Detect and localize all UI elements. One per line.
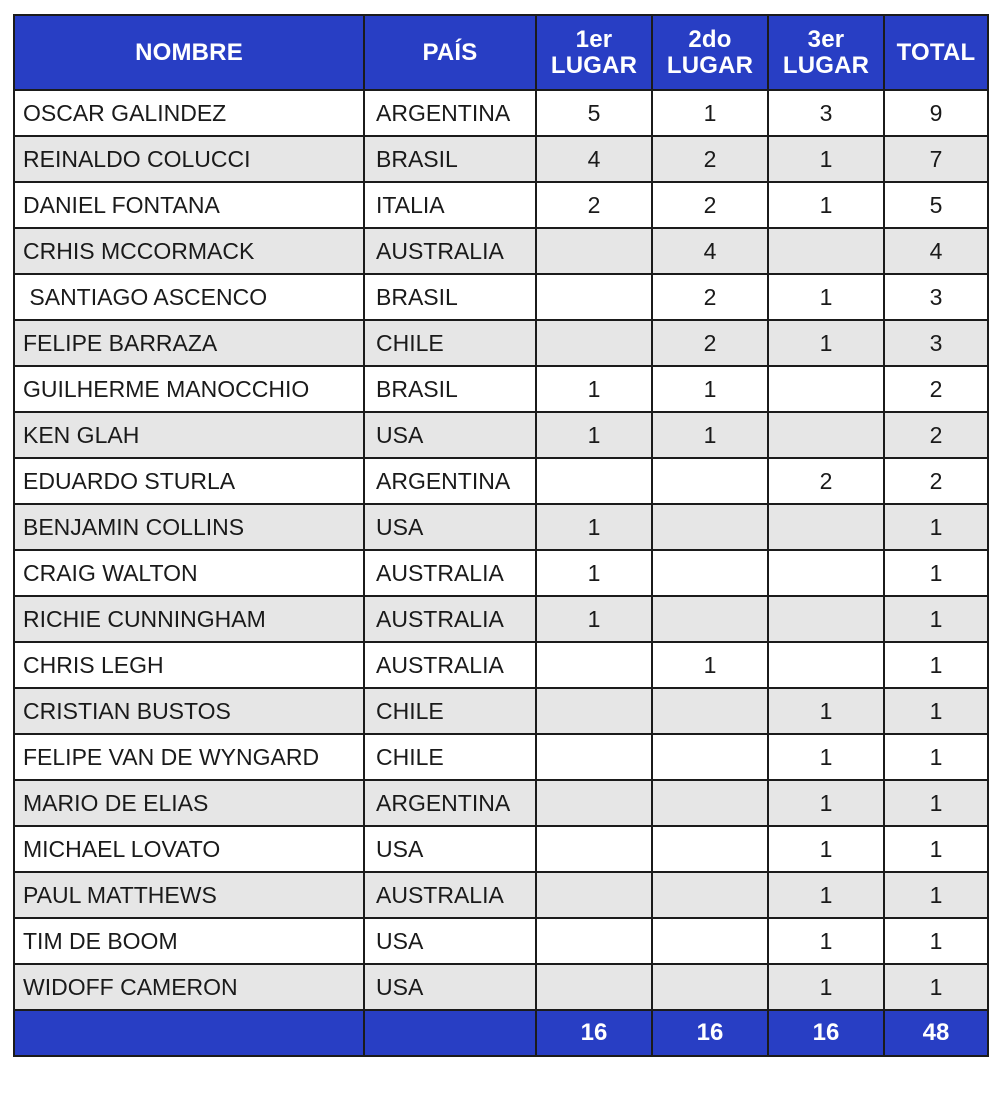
table-row [14, 550, 988, 596]
cell-total: 2 [884, 366, 988, 412]
header-second-place [652, 15, 768, 90]
cell-country: ARGENTINA [364, 780, 536, 826]
cell-total: 1 [884, 734, 988, 780]
cell-second-place: 4 [652, 228, 768, 274]
cell-third-place [768, 228, 884, 274]
cell-name: FELIPE BARRAZA [14, 320, 364, 366]
cell-total: 3 [884, 320, 988, 366]
cell-name: CRAIG WALTON [14, 550, 364, 596]
table-row [14, 918, 988, 964]
cell-name: RICHIE CUNNINGHAM [14, 596, 364, 642]
cell-third-place: 1 [768, 780, 884, 826]
cell-third-place: 3 [768, 90, 884, 136]
header-total: TOTAL [884, 15, 988, 90]
cell-name: CRHIS MCCORMACK [14, 228, 364, 274]
cell-country: CHILE [364, 734, 536, 780]
cell-second-place [652, 504, 768, 550]
table-row [14, 90, 988, 136]
cell-total: 1 [884, 918, 988, 964]
results-table [13, 14, 989, 1057]
cell-country: USA [364, 826, 536, 872]
totals-first: 16 [536, 1010, 652, 1056]
cell-second-place [652, 458, 768, 504]
cell-third-place [768, 366, 884, 412]
cell-country: ARGENTINA [364, 90, 536, 136]
cell-country: BRASIL [364, 366, 536, 412]
cell-third-place: 1 [768, 688, 884, 734]
cell-second-place: 1 [652, 90, 768, 136]
cell-second-place: 1 [652, 366, 768, 412]
cell-name: FELIPE VAN DE WYNGARD [14, 734, 364, 780]
cell-total: 2 [884, 458, 988, 504]
table-row [14, 320, 988, 366]
table-row [14, 458, 988, 504]
cell-first-place [536, 228, 652, 274]
cell-total: 1 [884, 596, 988, 642]
cell-total: 1 [884, 964, 988, 1010]
table-row [14, 780, 988, 826]
cell-first-place [536, 274, 652, 320]
cell-first-place [536, 780, 652, 826]
cell-total: 4 [884, 228, 988, 274]
cell-third-place: 1 [768, 734, 884, 780]
totals-country [364, 1010, 536, 1056]
header-second-line1: 2do [688, 25, 732, 53]
cell-total: 5 [884, 182, 988, 228]
cell-total: 1 [884, 872, 988, 918]
cell-second-place: 2 [652, 274, 768, 320]
cell-second-place [652, 780, 768, 826]
results-table-container [13, 14, 989, 1057]
header-country: PAÍS [364, 15, 536, 90]
table-row [14, 136, 988, 182]
cell-country: USA [364, 918, 536, 964]
cell-third-place: 1 [768, 826, 884, 872]
cell-third-place [768, 550, 884, 596]
cell-name: BENJAMIN COLLINS [14, 504, 364, 550]
cell-name: TIM DE BOOM [14, 918, 364, 964]
cell-name: WIDOFF CAMERON [14, 964, 364, 1010]
cell-first-place [536, 918, 652, 964]
cell-name: SANTIAGO ASCENCO [14, 274, 364, 320]
totals-second: 16 [652, 1010, 768, 1056]
cell-total: 1 [884, 826, 988, 872]
cell-country: AUSTRALIA [364, 550, 536, 596]
cell-first-place: 4 [536, 136, 652, 182]
cell-name: MICHAEL LOVATO [14, 826, 364, 872]
cell-second-place [652, 872, 768, 918]
cell-third-place: 2 [768, 458, 884, 504]
table-header-row [14, 15, 988, 90]
cell-second-place [652, 688, 768, 734]
cell-second-place: 2 [652, 320, 768, 366]
header-third-line2: LUGAR [782, 51, 870, 79]
cell-first-place: 5 [536, 90, 652, 136]
cell-first-place [536, 826, 652, 872]
totals-total: 48 [884, 1010, 988, 1056]
cell-name: GUILHERME MANOCCHIO [14, 366, 364, 412]
cell-name: DANIEL FONTANA [14, 182, 364, 228]
cell-third-place: 1 [768, 320, 884, 366]
table-row [14, 228, 988, 274]
cell-name: KEN GLAH [14, 412, 364, 458]
cell-total: 1 [884, 780, 988, 826]
cell-country: BRASIL [364, 274, 536, 320]
cell-name: PAUL MATTHEWS [14, 872, 364, 918]
cell-total: 1 [884, 550, 988, 596]
cell-country: USA [364, 964, 536, 1010]
cell-name: EDUARDO STURLA [14, 458, 364, 504]
cell-second-place [652, 734, 768, 780]
table-row [14, 596, 988, 642]
cell-second-place: 2 [652, 136, 768, 182]
cell-third-place [768, 596, 884, 642]
cell-country: AUSTRALIA [364, 596, 536, 642]
table-row [14, 182, 988, 228]
cell-first-place [536, 320, 652, 366]
cell-second-place [652, 550, 768, 596]
cell-country: USA [364, 504, 536, 550]
cell-name: OSCAR GALINDEZ [14, 90, 364, 136]
cell-second-place: 1 [652, 642, 768, 688]
cell-first-place [536, 872, 652, 918]
cell-country: AUSTRALIA [364, 642, 536, 688]
table-row [14, 412, 988, 458]
cell-third-place: 1 [768, 274, 884, 320]
cell-first-place: 1 [536, 504, 652, 550]
table-row [14, 734, 988, 780]
cell-first-place: 1 [536, 366, 652, 412]
cell-name: CHRIS LEGH [14, 642, 364, 688]
table-row [14, 964, 988, 1010]
cell-country: AUSTRALIA [364, 228, 536, 274]
header-third-place [768, 15, 884, 90]
cell-first-place [536, 688, 652, 734]
cell-second-place [652, 596, 768, 642]
totals-name [14, 1010, 364, 1056]
cell-total: 2 [884, 412, 988, 458]
table-row [14, 274, 988, 320]
cell-first-place [536, 964, 652, 1010]
cell-first-place: 1 [536, 412, 652, 458]
cell-first-place: 1 [536, 550, 652, 596]
cell-third-place: 1 [768, 872, 884, 918]
table-row [14, 504, 988, 550]
cell-country: CHILE [364, 320, 536, 366]
header-first-line1: 1er [575, 25, 613, 53]
cell-total: 9 [884, 90, 988, 136]
cell-third-place: 1 [768, 136, 884, 182]
cell-first-place [536, 642, 652, 688]
cell-third-place: 1 [768, 964, 884, 1010]
cell-second-place: 2 [652, 182, 768, 228]
cell-first-place [536, 734, 652, 780]
cell-name: CRISTIAN BUSTOS [14, 688, 364, 734]
cell-third-place: 1 [768, 918, 884, 964]
cell-third-place: 1 [768, 182, 884, 228]
header-second-line2: LUGAR [666, 51, 754, 79]
cell-third-place [768, 504, 884, 550]
cell-first-place: 1 [536, 596, 652, 642]
cell-country: AUSTRALIA [364, 872, 536, 918]
cell-second-place [652, 826, 768, 872]
table-body [14, 90, 988, 1010]
header-first-place [536, 15, 652, 90]
cell-country: CHILE [364, 688, 536, 734]
cell-third-place [768, 412, 884, 458]
totals-third: 16 [768, 1010, 884, 1056]
cell-third-place [768, 642, 884, 688]
cell-first-place: 2 [536, 182, 652, 228]
table-row [14, 872, 988, 918]
table-row [14, 642, 988, 688]
cell-country: ARGENTINA [364, 458, 536, 504]
table-row [14, 366, 988, 412]
cell-name: REINALDO COLUCCI [14, 136, 364, 182]
table-row [14, 688, 988, 734]
cell-country: USA [364, 412, 536, 458]
header-name: NOMBRE [14, 15, 364, 90]
cell-second-place [652, 918, 768, 964]
cell-total: 1 [884, 504, 988, 550]
cell-name: MARIO DE ELIAS [14, 780, 364, 826]
totals-row [14, 1010, 988, 1056]
cell-total: 7 [884, 136, 988, 182]
cell-first-place [536, 458, 652, 504]
cell-total: 3 [884, 274, 988, 320]
cell-country: BRASIL [364, 136, 536, 182]
cell-second-place: 1 [652, 412, 768, 458]
cell-total: 1 [884, 688, 988, 734]
cell-total: 1 [884, 642, 988, 688]
cell-country: ITALIA [364, 182, 536, 228]
cell-second-place [652, 964, 768, 1010]
header-third-line1: 3er [807, 25, 845, 53]
table-row [14, 826, 988, 872]
header-first-line2: LUGAR [550, 51, 638, 79]
